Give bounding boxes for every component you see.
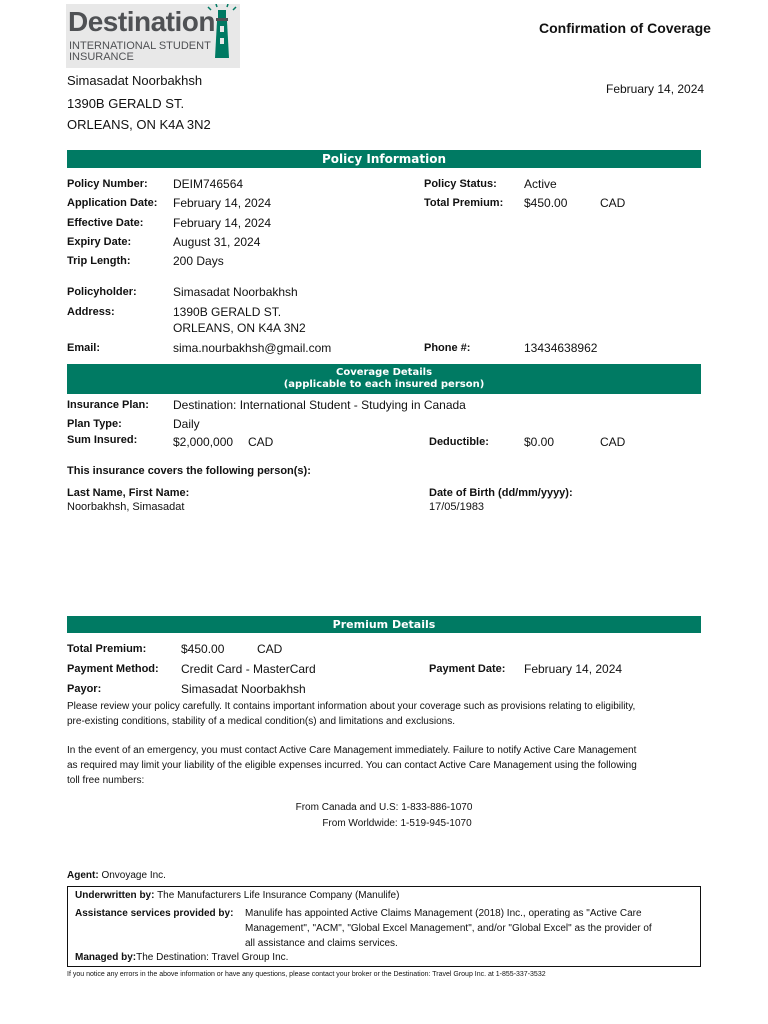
application-date-label: Application Date: xyxy=(67,197,158,209)
assistance-line2: Management", "ACM", "Global Excel Management", and/or "Global Excel" as the provider of xyxy=(245,923,652,934)
logo-subtitle-line2: INSURANCE xyxy=(69,51,134,63)
address-label: Address: xyxy=(67,306,115,318)
emergency-notice-line1: In the event of an emergency, you must contact Active Care Management immediately. Failure to notify Active Care Management xyxy=(67,745,637,756)
emergency-notice-line3: toll free numbers: xyxy=(67,775,145,786)
application-date-value: February 14, 2024 xyxy=(173,196,272,210)
managed-label: Managed by: xyxy=(75,952,137,963)
coverage-section-header xyxy=(67,364,701,394)
payment-method-value: Credit Card - MasterCard xyxy=(181,662,316,676)
policyholder-value: Simasadat Noorbakhsh xyxy=(173,285,298,299)
logo-brand-text: Destination xyxy=(68,6,215,37)
lighthouse-icon xyxy=(207,4,237,60)
logo-subtitle-line1: INTERNATIONAL STUDENT xyxy=(69,40,211,52)
insurance-plan-label: Insurance Plan: xyxy=(67,399,149,411)
trip-length-value: 200 Days xyxy=(173,254,224,268)
assistance-text xyxy=(245,906,652,951)
recipient-city: ORLEANS, ON K4A 3N2 xyxy=(67,117,211,132)
payor-label: Payor: xyxy=(67,683,102,695)
expiry-date-value: August 31, 2024 xyxy=(173,235,261,249)
insured-person-dob: 17/05/1983 xyxy=(429,501,485,513)
policy-number-label: Policy Number: xyxy=(67,178,148,190)
insured-dob-column-label: Date of Birth (dd/mm/yyyy): xyxy=(429,487,573,499)
premium-total-currency: CAD xyxy=(257,642,283,656)
total-premium-value: $450.00 xyxy=(524,196,568,210)
plan-type-label: Plan Type: xyxy=(67,418,122,430)
assistance-line3: all assistance and claims services. xyxy=(245,938,398,949)
sum-insured-value: $2,000,000 xyxy=(173,435,234,449)
managed-value: The Destination: Travel Group Inc. xyxy=(136,952,289,963)
assistance-label: Assistance services provided by: xyxy=(75,908,234,919)
effective-date-value: February 14, 2024 xyxy=(173,216,272,230)
insured-name-column-label: Last Name, First Name: xyxy=(67,487,190,499)
underwritten-label: Underwritten by: xyxy=(75,890,155,901)
policy-number-value: DEIM746564 xyxy=(173,177,244,191)
sum-insured-label: Sum Insured: xyxy=(67,434,138,446)
review-notice-line2: pre-existing conditions, stability of a medical condition(s) and limitations and exclusions. xyxy=(67,716,455,727)
total-premium-label: Total Premium: xyxy=(424,197,504,209)
agent-value: Onvoyage Inc. xyxy=(101,870,166,881)
effective-date-label: Effective Date: xyxy=(67,217,144,229)
deductible-label: Deductible: xyxy=(429,436,489,448)
trip-length-label: Trip Length: xyxy=(67,255,131,267)
insured-person-name: Noorbakhsh, Simasadat xyxy=(67,501,185,513)
expiry-date-label: Expiry Date: xyxy=(67,236,132,248)
covered-persons-heading: This insurance covers the following person(s): xyxy=(67,465,311,477)
emergency-notice xyxy=(67,743,667,788)
recipient-name: Simasadat Noorbakhsh xyxy=(67,73,203,88)
agent-line xyxy=(67,870,166,881)
review-notice-line1: Please review your policy carefully. It contains important information about your coverage such as provisions relating to eligibility, xyxy=(67,701,636,712)
policy-section-header: Policy Information xyxy=(67,150,701,168)
premium-section-header: Premium Details xyxy=(67,616,701,633)
premium-total-value: $450.00 xyxy=(181,642,225,656)
managed-line xyxy=(75,952,288,963)
plan-type-value: Daily xyxy=(173,417,200,431)
document-date: February 14, 2024 xyxy=(606,82,705,96)
coverage-subtitle: (applicable to each insured person) xyxy=(283,379,485,390)
sum-insured-currency: CAD xyxy=(248,435,274,449)
agent-label: Agent: xyxy=(67,870,99,881)
deductible-value: $0.00 xyxy=(524,435,555,449)
email-label: Email: xyxy=(67,342,101,354)
coverage-title: Coverage Details xyxy=(335,367,433,378)
underwritten-value: The Manufacturers Life Insurance Company (Manulife) xyxy=(157,890,400,901)
review-notice xyxy=(67,699,667,729)
phone-canada-us: From Canada and U.S: 1-833-886-1070 xyxy=(295,802,473,813)
address-line2: ORLEANS, ON K4A 3N2 xyxy=(173,321,306,335)
policyholder-label: Policyholder: xyxy=(67,286,137,298)
logo-subtitle xyxy=(69,41,211,63)
payor-value: Simasadat Noorbakhsh xyxy=(181,682,306,696)
policy-status-value: Active xyxy=(524,177,557,191)
payment-date-value: February 14, 2024 xyxy=(524,662,623,676)
deductible-currency: CAD xyxy=(600,435,626,449)
email-value: sima.nourbakhsh@gmail.com xyxy=(173,341,332,355)
disclaimer-text: If you notice any errors in the above information or have any questions, please contact your broker or the Destination: Travel Group Inc. at 1-855-337-3532 xyxy=(67,971,546,978)
emergency-notice-line2: as required may limit your liability of the eligible expenses incurred. You can contact Active Care Management using the following xyxy=(67,760,637,771)
phone-value: 13434638962 xyxy=(524,341,598,355)
phone-worldwide: From Worldwide: 1-519-945-1070 xyxy=(322,818,472,829)
policy-status-label: Policy Status: xyxy=(424,178,497,190)
insurance-plan-value: Destination: International Student - Studying in Canada xyxy=(173,398,466,412)
total-premium-currency: CAD xyxy=(600,196,626,210)
document-title: Confirmation of Coverage xyxy=(539,20,711,36)
recipient-street: 1390B GERALD ST. xyxy=(67,96,185,111)
underwritten-line xyxy=(75,890,399,901)
premium-total-label: Total Premium: xyxy=(67,643,147,655)
company-logo xyxy=(66,4,240,68)
assistance-line1: Manulife has appointed Active Claims Management (2018) Inc., operating as "Active Care xyxy=(245,908,642,919)
payment-date-label: Payment Date: xyxy=(429,663,506,675)
payment-method-label: Payment Method: xyxy=(67,663,159,675)
address-line1: 1390B GERALD ST. xyxy=(173,305,282,319)
phone-label: Phone #: xyxy=(424,342,471,354)
